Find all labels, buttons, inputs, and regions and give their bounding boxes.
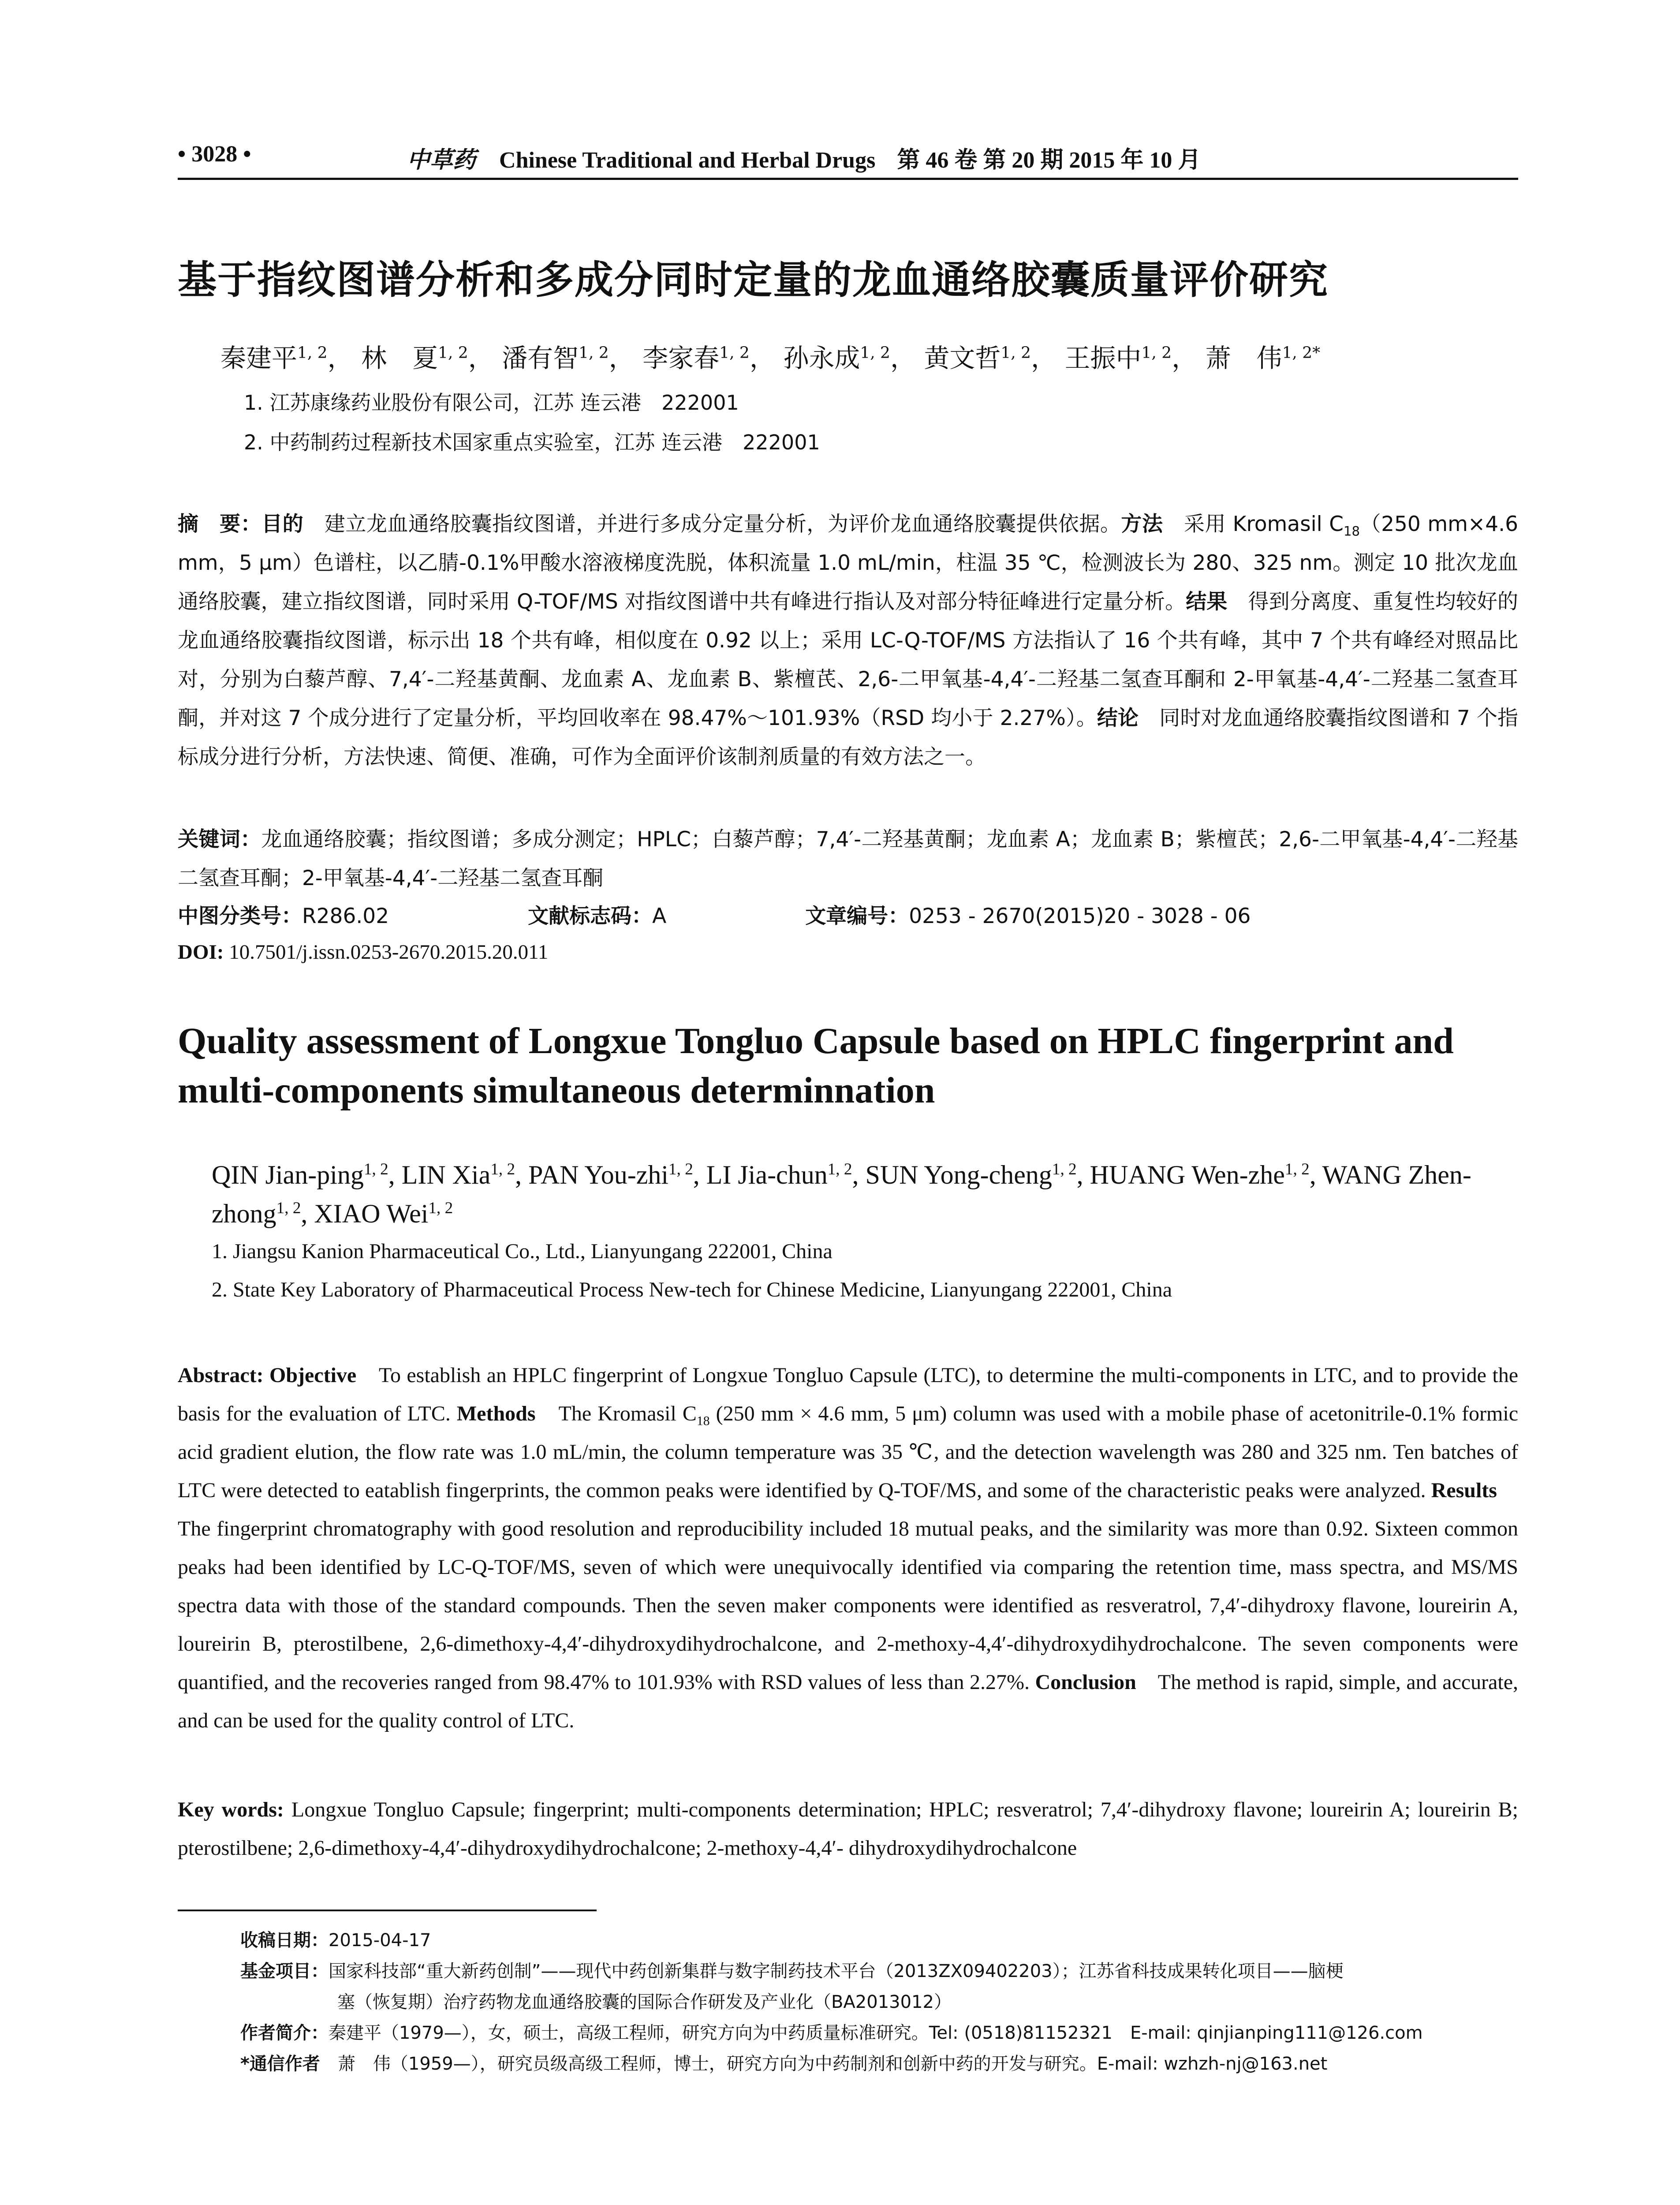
author-cn: 李家春$^{1, 2}$， xyxy=(642,343,775,373)
methods-sub-cn: 18 xyxy=(1343,523,1360,539)
results-label-cn: 结果 xyxy=(1186,590,1228,614)
received-date: 2015-04-17 xyxy=(329,1930,431,1951)
journal-name-en: Chinese Traditional and Herbal Drugs xyxy=(499,148,876,173)
journal-issue: 第 46 卷 第 20 期 2015 年 10 月 xyxy=(897,148,1201,173)
keywords-text-cn: 龙血通络胶囊；指纹图谱；多成分测定；HPLC；白藜芦醇；7,4′-二羟基黄酮；龙血素 A；龙血素 B；紫檀芪；2,6-二甲氧基-4,4′-二羟基二氢查耳酮；2-甲氧基-4,4′-二羟基二氢查耳酮 xyxy=(178,827,1518,890)
author-en: LIN Xia$^{1, 2}$, xyxy=(401,1160,529,1189)
journal-line xyxy=(407,141,1201,174)
conclusion-label-en: Conclusion xyxy=(1035,1671,1136,1694)
author-en: HUANG Wen-zhe$^{1, 2}$, xyxy=(1090,1160,1322,1189)
footnote-rule xyxy=(178,1910,597,1911)
author-cn: 潘有智$^{1, 2}$， xyxy=(502,343,635,373)
footnote-received xyxy=(240,1925,1519,1956)
received-label: 收稿日期： xyxy=(240,1930,329,1951)
conclusion-label-cn: 结论 xyxy=(1097,706,1139,730)
methods-text-cn-1: 采用 Kromasil C xyxy=(1163,512,1344,536)
document-code: 文献标志码：A xyxy=(528,904,667,928)
footnote-corresponding xyxy=(240,2048,1519,2079)
title-cn: 基于指纹图谱分析和多成分同时定量的龙血通络胶囊质量评价研究 xyxy=(178,257,1329,303)
corresponding-text: 萧 伟（1959—），研究员级高级工程师，博士，研究方向为中药制剂和创新中药的开发与研究。E-mail: wzhzh-nj@163.net xyxy=(320,2054,1328,2074)
methods-text-en-2: (250 mm × 4.6 mm, 5 μm) column was used with a mobile phase of acetonitrile-0.1% formic acid gradient elution, the flow rate was 1.0 mL/min, the column temperature was 35 ℃, and the detection wavelength was 280 and 325 nm. Ten batches of LTC were detected to eatablish fingerprints, the common peaks were identified by Q-TOF/MS, and some of the characteristic peaks were analyzed. xyxy=(178,1402,1518,1502)
abstract-cn xyxy=(178,505,1518,777)
author-cn: 孙永成$^{1, 2}$， xyxy=(783,343,916,373)
fund-text-2: 塞（恢复期）治疗药物龙血通络胶囊的国际合作研发及产业化（BA2013012） xyxy=(337,1992,952,2012)
corresponding-label: *通信作者 xyxy=(240,2054,320,2074)
author-en: WANG Zhen-zhong$^{1, 2}$, xyxy=(212,1160,1471,1228)
keywords-label-cn: 关键词： xyxy=(178,827,261,852)
objective-label-cn: 目的 xyxy=(261,512,304,536)
results-text-cn: 得到分离度、重复性均较好的龙血通络胶囊指纹图谱，标示出 18 个共有峰，相似度在 0.92 以上；采用 LC-Q-TOF/MS 方法指认了 16 个共有峰，其中 7 个共有峰经对照品比对，分别为白藜芦醇、7,4′-二羟基黄酮、龙血素 A、龙血素 B、紫檀芪、2,6-二甲氧基-4,4′-二羟基二氢查耳酮和 2-甲氧基-4,4′-二羟基二氢查耳酮，并对这 7 个成分进行了定量分析，平均回收率在 98.47%～101.93%（RSD 均小于 2.27%）。 xyxy=(178,590,1518,730)
abstract-en xyxy=(178,1356,1518,1740)
keywords-text-en: Longxue Tongluo Capsule; fingerprint; multi-components determination; HPLC; resveratrol; 7,4′-dihydroxy flavone; loureirin A; loureirin B; pterostilbene; 2,6-dimethoxy-4,4′-dihydroxydihydrochalcone; 2-methoxy-4,4′- dihydroxydihydrochalcone xyxy=(178,1798,1519,1860)
affiliation-en-2: 2. State Key Laboratory of Pharmaceutical Process New-tech for Chinese Medicine, Lianyungang 222001, China xyxy=(212,1278,1172,1301)
methods-text-cn-2: （250 mm×4.6 mm，5 μm）色谱柱，以乙腈-0.1%甲酸水溶液梯度洗脱，体积流量 1.0 mL/min，柱温 35 ℃，检测波长为 280、325 nm。测定 10 批次龙血通络胶囊，建立指纹图谱，同时采用 Q-TOF/MS 对指纹图谱中共有峰进行指认及对部分特征峰进行定量分析。 xyxy=(178,512,1519,614)
footnotes xyxy=(240,1925,1519,2079)
authors-en xyxy=(212,1155,1526,1233)
keywords-label-en: Key words: xyxy=(178,1798,284,1821)
author-en: PAN You-zhi$^{1, 2}$, xyxy=(528,1160,706,1189)
journal-name-cn: 中草药 xyxy=(407,146,476,173)
fund-label: 基金项目： xyxy=(240,1961,329,1981)
bio-text: 秦建平（1979—），女，硕士，高级工程师，研究方向为中药质量标准研究。Tel: (0518)81152321 E-mail: qinjianping111@126.com xyxy=(329,2023,1423,2043)
results-label-en: Results xyxy=(1431,1479,1497,1502)
author-en: QIN Jian-ping$^{1, 2}$, xyxy=(212,1160,402,1189)
authors-cn xyxy=(220,337,1320,374)
author-cn: 秦建平$^{1, 2}$， xyxy=(220,343,353,373)
methods-sub-en: 18 xyxy=(696,1413,710,1428)
conclusion-text-cn: 同时对龙血通络胶囊指纹图谱和 7 个指标成分进行分析，方法快速、简便、准确，可作为全面评价该制剂质量的有效方法之一。 xyxy=(178,706,1519,769)
author-en: LI Jia-chun$^{1, 2}$, xyxy=(706,1160,866,1189)
objective-text-en: To establish an HPLC fingerprint of Longxue Tongluo Capsule (LTC), to determine the multi-components in LTC, and to provide the basis for the evaluation of LTC. xyxy=(178,1364,1518,1425)
affiliation-cn-2: 2. 中药制药过程新技术国家重点实验室，江苏 连云港 222001 xyxy=(244,430,820,454)
footnote-fund xyxy=(240,1956,1519,2018)
results-text-en: The fingerprint chromatography with good resolution and reproducibility included 18 mutual peaks, and the similarity was more than 0.92. Sixteen common peaks had been identified by LC-Q-TOF/MS, seven of which were unequivocally identified via comparing the retention time, mass spectra, and MS/MS spectra data with those of the standard compounds. Then the seven maker components were identified as resveratrol, 7,4′-dihydroxy flavone, loureirin A, loureirin B, pterostilbene, 2,6-dimethoxy-4,4′-dihydroxydihydrochalcone, and 2-methoxy-4,4′-dihydroxydihydrochalcone. The seven components were quantified, and the recoveries ranged from 98.47% to 101.93% with RSD values of less than 2.27%. xyxy=(178,1479,1518,1694)
affiliation-cn-1: 1. 江苏康缘药业股份有限公司，江苏 连云港 222001 xyxy=(244,391,739,415)
conclusion-text-en: The method is rapid, simple, and accurate, and can be used for the quality control of LTC. xyxy=(178,1671,1518,1732)
classification-line xyxy=(178,900,1383,929)
doi-line xyxy=(178,940,548,964)
methods-label-en: Methods xyxy=(456,1402,536,1425)
abstract-label-en: Abstract: Objective xyxy=(178,1364,357,1387)
affiliation-en-1: 1. Jiangsu Kanion Pharmaceutical Co., Ltd., Lianyungang 222001, China xyxy=(212,1240,833,1263)
keywords-en xyxy=(178,1790,1518,1867)
article-number: 文章编号：0253 - 2670(2015)20 - 3028 - 06 xyxy=(805,904,1251,928)
footnote-bio xyxy=(240,2018,1519,2048)
author-cn: 王振中$^{1, 2}$， xyxy=(1064,343,1198,373)
doi-value: 10.7501/j.issn.0253-2670.2015.20.011 xyxy=(224,941,549,964)
title-en: Quality assessment of Longxue Tongluo Capsule based on HPLC fingerprint and multi-components simultaneous determinnation xyxy=(178,1020,1454,1111)
author-cn: 萧 伟$^{1, 2*}$ xyxy=(1205,343,1321,373)
methods-text-en-1: The Kromasil C xyxy=(535,1402,697,1425)
doi-label: DOI: xyxy=(178,941,224,964)
author-en: XIAO Wei$^{1, 2}$ xyxy=(314,1199,453,1228)
bio-label: 作者简介： xyxy=(240,2023,329,2043)
header-rule xyxy=(178,178,1518,180)
author-cn: 黄文哲$^{1, 2}$， xyxy=(924,343,1057,373)
author-en: SUN Yong-cheng$^{1, 2}$, xyxy=(865,1160,1090,1189)
running-header xyxy=(178,141,1518,176)
methods-label-cn: 方法 xyxy=(1121,512,1163,536)
clc-code: 中图分类号：R286.02 xyxy=(178,904,389,928)
abstract-label-cn: 摘 要： xyxy=(178,512,262,536)
objective-text-cn: 建立龙血通络胶囊指纹图谱，并进行多成分定量分析，为评价龙血通络胶囊提供依据。 xyxy=(303,512,1121,536)
author-cn: 林 夏$^{1, 2}$， xyxy=(361,343,494,373)
fund-text-1: 国家科技部“重大新药创制”——现代中药创新集群与数字制药技术平台（2013ZX09402203）；江苏省科技成果转化项目——脑梗 xyxy=(329,1961,1344,1981)
page-number: • 3028 • xyxy=(178,142,251,167)
keywords-cn xyxy=(178,820,1518,898)
